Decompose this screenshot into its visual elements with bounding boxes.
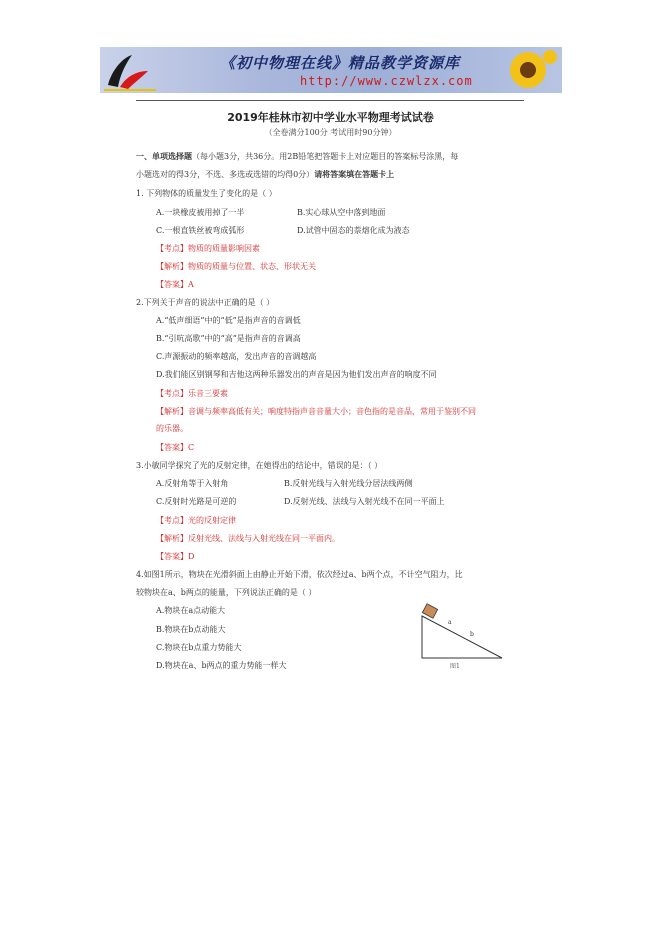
q3-kaodian: 【考点】光的反射定律 bbox=[156, 516, 236, 525]
q4-stem: 4.如图1所示，物块在光滑斜面上由静止开始下滑，依次经过a、b两个点，不计空气阻力，比 bbox=[136, 570, 463, 579]
q2-daan: 【答案】C bbox=[156, 443, 195, 452]
q4-option-d: D.物块在a、b两点的重力势能一样大 bbox=[156, 661, 287, 670]
q1-daan: 【答案】A bbox=[156, 280, 194, 289]
q3-stem: 3.小敏同学探究了光的反射定律，在她得出的结论中，错误的是：（ ） bbox=[136, 461, 383, 470]
exam-title: 2019年桂林市初中学业水平物理考试试卷 bbox=[227, 111, 434, 124]
section-intro2: 小题选对的得3分，不选、多选或选错的均得0分） bbox=[136, 170, 315, 179]
q1-option-d: D.试管中固态的萘熔化成为液态 bbox=[297, 226, 410, 235]
section-intro-bold: 请将答案填在答题卡上 bbox=[314, 170, 395, 179]
q2-kaodian: 【考点】乐音三要素 bbox=[156, 389, 228, 398]
q1-jiexi: 【解析】物质的质量与位置、状态、形状无关 bbox=[156, 262, 316, 271]
q4-option-c: C.物块在b点重力势能大 bbox=[156, 643, 242, 652]
q3-option-c: C.反射时光路是可逆的 bbox=[156, 497, 237, 506]
q1-option-c: C.一根直铁丝被弯成弧形 bbox=[156, 226, 245, 235]
q2-option-c: C.声源振动的频率越高，发出声音的音调越高 bbox=[156, 352, 317, 361]
q1-option-a: A.一块橡皮被用掉了一半 bbox=[156, 208, 245, 217]
q3-option-b: B.反射光线与入射光线分居法线两侧 bbox=[284, 479, 413, 488]
q3-jiexi: 【解析】反射光线、法线与入射光线在同一平面内。 bbox=[156, 534, 340, 543]
figure-caption: 图1 bbox=[450, 663, 460, 670]
q2-jiexi-cont: 的乐器。 bbox=[156, 424, 188, 433]
q2-option-a: A.“低声细语”中的“低”是指声音的音调低 bbox=[156, 316, 301, 325]
q2-option-d: D.我们能区别钢琴和吉他这两种乐器发出的声音是因为他们发出声音的响度不同 bbox=[156, 370, 437, 379]
sunflower-icon bbox=[498, 49, 558, 91]
incline-figure bbox=[410, 598, 510, 670]
section-intro: （每小题3分，共36分。用2B铅笔把答题卡上对应题目的答案标号涂黑，每 bbox=[192, 152, 459, 161]
section-intro-line2 bbox=[136, 169, 394, 180]
point-a-label: a bbox=[448, 619, 452, 626]
exam-subtitle: （全卷满分100分 考试用时90分钟） bbox=[264, 128, 397, 137]
q1-kaodian: 【考点】物质的质量影响因素 bbox=[156, 244, 260, 253]
banner-title: 《初中物理在线》精品教学资源库 bbox=[220, 54, 461, 72]
incline-slope bbox=[422, 616, 502, 658]
section-heading: 一、单项选择题 bbox=[136, 152, 192, 161]
section-heading-line bbox=[136, 151, 458, 162]
q3-option-a: A.反射角等于入射角 bbox=[156, 479, 229, 488]
site-logo-icon bbox=[102, 49, 158, 91]
q2-jiexi: 【解析】音调与频率高低有关；响度特指声音音量大小；音色指的是音品，常用于鉴别不同 bbox=[156, 407, 476, 416]
q2-stem: 2.下列关于声音的说法中正确的是（ ） bbox=[136, 298, 275, 307]
q1-stem: 1. 下列物体的质量发生了变化的是（ ） bbox=[136, 189, 277, 198]
q4-option-a: A.物块在a点动能大 bbox=[156, 606, 226, 615]
block-shape bbox=[422, 604, 437, 618]
q3-daan: 【答案】D bbox=[156, 552, 195, 561]
header-banner bbox=[100, 47, 562, 93]
header-rule bbox=[136, 100, 524, 101]
q3-option-d: D.反射光线、法线与入射光线不在同一平面上 bbox=[284, 497, 445, 506]
q4-stem-cont: 较物块在a、b两点的能量，下列说法正确的是（ ） bbox=[136, 588, 317, 597]
q4-option-b: B.物块在b点动能大 bbox=[156, 625, 226, 634]
banner-url[interactable]: http://www.czwlzx.com bbox=[300, 74, 473, 88]
q1-option-b: B.实心球从空中落到地面 bbox=[297, 208, 386, 217]
q2-option-b: B.“引吭高歌”中的“高”是指声音的音调高 bbox=[156, 334, 301, 343]
point-b-label: b bbox=[470, 631, 474, 638]
